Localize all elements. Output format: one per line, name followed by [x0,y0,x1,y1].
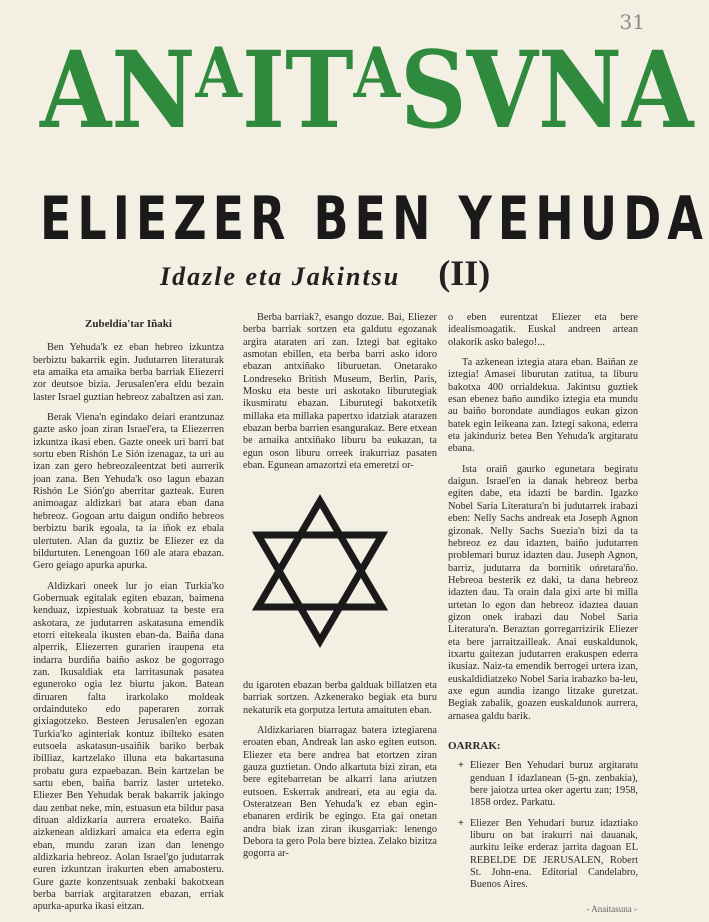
paragraph: Berak Viena'n egindako deiari erantzunaz gazte asko joan ziran Israel'era, ta Eliezerren izkuntza ikasi eben. Gazte oneek uri barri bat sortu eben Rishón Le Sión izenagaz, ta uri au izan zan gero hebreozaleentzat beti aurrerik joan zana. Ben Yehuda'k oso lagun ebazan Rishón Le Sión'go aberritar gazteak. Euren animoagaz aldizkari bat atara eban dana hebreoz. Gogoan artu daigun ondiño hebreos berbiztu barik egoala, ta ia iñok ez ebala ulertuten. Alan da guztiz be Eliezer ez da bildurtuten. Lenengoan 160 ale atara ebazan. Gero geiago apurka apurka. [33,412,224,572]
paragraph: du igaroten ebazan berba galduak billatzen eta barriak sortzen. Azkenerako begiak eta buru nekaturik eta gorputza lertuta amaituten eban. [243,680,437,716]
paragraph: Ben Yehuda'k ez eban hebreo izkuntza berbiztu bakarrik egin. Judutarren literaturak eta amaika eta amaika berba barriak Eliezerri zor deutsoe bizia. Jerusalen'era eldu bezain laster Israel guztian hebreoz zabaltzen asi zan. [33,342,224,403]
column-3 [448,312,638,731]
paragraph: Ista oraiñ gaurko egunetara begiratu daigun. Israel'en ia danak hebreoz berba egiten dabe, eta idazti be bardin. Igazko Nobel Saria Literatura'n bi judutarrek irabazi eben: Nelly Sachs andreak eta Joseph Agnon gizonak. Nelly Sachs Suezia'n bizi da ta hebreoz ez dau idazten, baiño judutarren problemari buruz idazten dau. Juseph Agnon, barriz, judutarra da bornitik ońretara'ño. Hebreoa besterik ez daki, ta dana hebreoz idazten dau. Ta orain dala gixi arte bi milla urtetan lo egon dan hebreoz idaztea dauan gizon onek irabazi dau Nobel Saria Literatura'n. Beraztan gorregarrizirik Eliezer eta bere jarraitzailleak. Anai euskaldunok, itxartu gaitezan judutarren erakuspen ederra ikusiaz. Naiz-ta emendik berrogei urtera izan, euskaldidiatzeko Nobel Saria irabazko ba-leu, axe egun aundia izango litzake guretzat. Begiak zabalik, goazen euskaldunok aurrera, arnasea galdu barik. [448,463,638,722]
article-headline: ELIEZER BEN YEHUDA [40,183,709,254]
paragraph: Aldizkariaren biarragaz batera iztegiarena eroaten eban, Andreak lan asko egiten eutson. Eliezer eta bere andrea bat etortzen ziran gauza guztietan. Ondo alkartuta bizi ziran, eta bere egitebarretan be alkarri lana ariutzen eutsoen. Eskerrak andreari, eta au egia da. Osteratzean Ben Yehuda'k ez eban egin-ebanaren erdirik be egingo. Eta gai onetan andra biak izan ziran ikusgarriak: lenengo Debora ta gero Pola bere biztea. Zelako bizitza gogorra ar- [243,725,437,860]
paragraph: Ta azkenean iztegia atara eban. Baiñan ze iztegia! Amasei liburutan zatitua, ta liburu bakotxa 400 orrialdekua. Jakintsu guztiek esan ebenez baño aundiko iztegia eta mundu au baiño borondate aundiagos eukan gizon batek egin leikeana zan. Iztegi sakona, ederra eta jakinduriz betea Ben Yehuda'k argitaratu ebana. [448,357,638,455]
column-1 [33,312,224,922]
column-2-bottom [243,680,437,869]
byline: Zubeldia'tar Iñaki [85,318,172,330]
note-item: + Eliezer Ben Yehudari buruz argitaratu genduan I idazlanean (5-gn. zenbakia), bere jaiotza urtea oker agertu zan; 1958, 1858 ordez. Parkatu. [448,760,638,809]
paragraph: Berba barriak?, esango dozue. Bai, Eliezer berba barriak sortzen eta galdutu egozanak argira ataraten ari zan. Iztegi bat egitako asmotan ebillen, eta berba barri asko idoro ebazan antxiñako liburuetan. Onetarako Londreseko British Museum, Berlin, Paris, Mosku eta beste uri askotako liburutegiak ikusmiratu ebazan. Liburutegi bakotxetik millaka eta millaka papertxo idatziak atarazen ebazan berba barrien esangurakaz. Bere etxean be arnaika antxiñako liburu ba eukazan, ta egun oson liburu orreek irakurriaz pasaten eban. Egunean amazortzi eta emeretzi or- [243,312,437,472]
paragraph: Aldizkari oneek lur jo eian Turkia'ko Gobernuak egitalak egiten ebazan, baimena kenduaz, izpiestuak kobratuaz ta beste era askotara, ze judutarren askatasuna emendik etorri eitekeala ikusten eban-da. Baiña dana alperrik, Eliezerren gurarien iraupena eta indarra burdiña baiño askoz be gogorrago zan. Ikusaldiak eta larritasunak pasatea eguneroko ogia lez biurtu jakon. Batean diruaren falta irarkolako moldeak ordainduteko edo paperaren zorrak gixiagotzeko. Besteen Jerusalen'en egozan Turkia'ko aginteriak kontuz ibilteko esaten eutsoela askatasun-usaiñik bariko berbak ibilliaz, kartzelako illuna eta bakartasuna probatu gura ezpaebazan. Bein kartzelan be sartu eben, baiña barriz laster urteteko. Eliezer Ben Yehudak berak bakarrik jakingo dau zenbat neke, min, estuasun eta bildur pasa dituan aldizkaria aurrera eroateko. Baiña aizkenean aldizkari amaica eta ederra egin eban, mundu zaran izan dan lenengo aldizkaria hebreoz. Aolan Israel'go judutarrak euren izkuntzan irakurten eben amabosteru. Gure gazte konzentsuak zenbaki bakotxean berba barriak argitaratzen ebazan, erriak apurka-apurka ikasi eitzan. [33,580,224,913]
notes-title: OARRAK: [448,740,501,752]
footer-label: - Anaitasuna - [586,904,637,914]
subhead-text: Idazle eta Jakintsu [160,262,401,291]
notes-section [448,740,638,900]
star-of-david-icon [254,497,386,645]
note-item: + Eliezer Ben Yehudari buruz idaztiako liburu on bat irakurri nai dauanak, aurkitu leike erderaz jarrita dagoan EL REBELDE DE JERUSALEN, Robert St. John-ena. Editorial Candelabro, Buenos Aires. [448,818,638,892]
paragraph: o eben eurentzat Eliezer eta bere idealismoagatik. Euskal andreen artean olakorik asko balego!... [448,312,638,348]
column-2-top [243,312,437,480]
article-subhead [160,252,520,294]
masthead-logo: A N A I T A S V N A [40,27,694,153]
page-number: 31 [619,10,645,34]
subhead-part: (II) [438,253,491,293]
